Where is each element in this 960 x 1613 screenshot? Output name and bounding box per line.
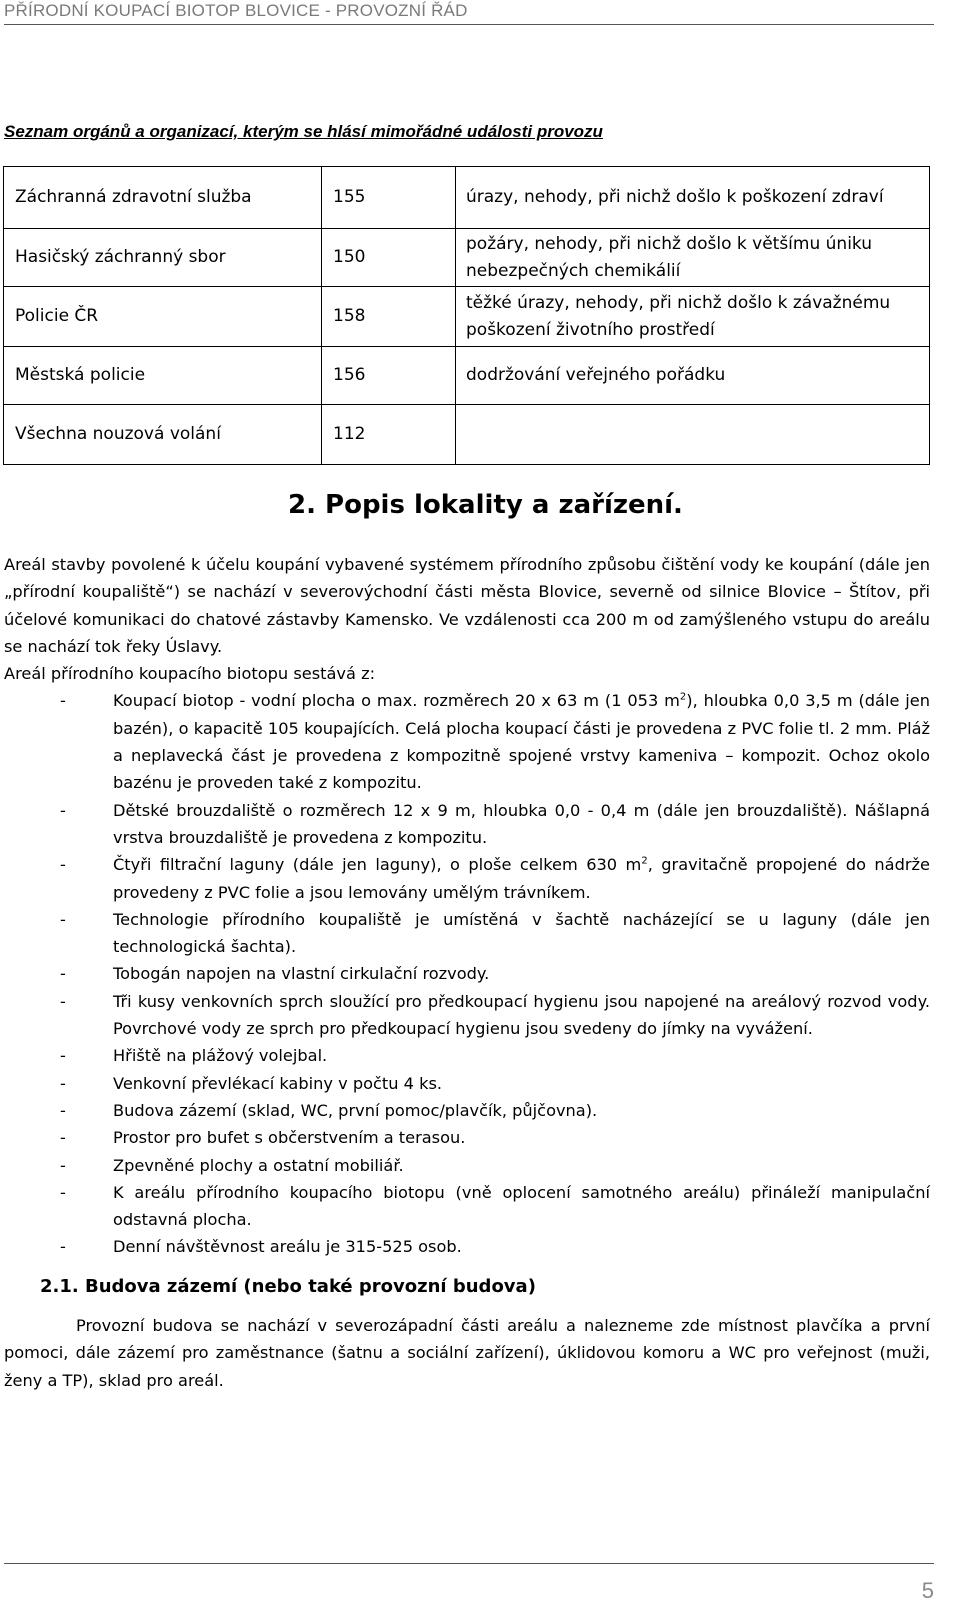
dash-marker: - bbox=[60, 800, 66, 820]
contacts-heading: Seznam orgánů a organizací, kterým se hlásí mimořádné události provozu bbox=[4, 122, 603, 141]
list-item: - Venkovní převlékací kabiny v počtu 4 ks. bbox=[4, 1070, 930, 1097]
emergency-contacts-table bbox=[3, 166, 930, 465]
list-item: - Tři kusy venkovních sprch sloužící pro předkoupací hygienu jsou napojené na areálový rozvod vody. Povrchové vody ze sprch pro předkoupací hygienu jsou svedeny do jímky na vyvážení. bbox=[4, 988, 930, 1043]
contact-reason: těžké úrazy, nehody, při nichž došlo k závažnému poškození životního prostředí bbox=[456, 287, 930, 347]
contact-name: Policie ČR bbox=[4, 287, 322, 347]
contact-reason: úrazy, nehody, při nichž došlo k poškození zdraví bbox=[456, 167, 930, 229]
facilities-list bbox=[4, 687, 930, 1260]
page-header bbox=[4, 0, 934, 25]
table-row bbox=[4, 167, 930, 229]
dash-marker: - bbox=[60, 1100, 66, 1120]
subsection-title: 2.1. Budova zázemí (nebo také provozní budova) bbox=[40, 1275, 536, 1297]
dash-marker: - bbox=[60, 1046, 66, 1066]
dash-marker: - bbox=[60, 855, 66, 875]
dash-marker: - bbox=[60, 691, 66, 711]
list-item: - K areálu přírodního koupacího biotopu (vně oplocení samotného areálu) přináleží manipulační odstavná plocha. bbox=[4, 1179, 930, 1234]
dash-marker: - bbox=[60, 1182, 66, 1202]
list-item: - Prostor pro bufet s občerstvením a terasou. bbox=[4, 1124, 930, 1151]
contact-number: 112 bbox=[322, 405, 456, 465]
page-footer bbox=[4, 1563, 934, 1610]
list-item: - Hřiště na plážový volejbal. bbox=[4, 1042, 930, 1069]
dash-marker: - bbox=[60, 1073, 66, 1093]
list-item: - Technologie přírodního koupaliště je umístěná v šachtě nacházející se u laguny (dále jen technologická šachta). bbox=[4, 906, 930, 961]
contact-reason: dodržování veřejného pořádku bbox=[456, 347, 930, 405]
list-item: - Tobogán napojen na vlastní cirkulační rozvody. bbox=[4, 960, 930, 987]
table-row bbox=[4, 347, 930, 405]
contact-number: 150 bbox=[322, 229, 456, 287]
table-row bbox=[4, 287, 930, 347]
section-title: 2. Popis lokality a zařízení. bbox=[288, 490, 683, 520]
contact-name: Všechna nouzová volání bbox=[4, 405, 322, 465]
dash-marker: - bbox=[60, 1128, 66, 1148]
contact-reason bbox=[456, 405, 930, 465]
list-item: - Koupací biotop - vodní plocha o max. rozměrech 20 x 63 m (1 053 $m^2$), hloubka 0,0 3,5 m (dále jen bazén), o kapacitě 105 koupajících. Celá plocha koupací části je provedena z PVC folie tl. 2 mm. Pláž a neplavecká část je provedena z kompozitně spojené vrstvy kameniva – kompozit. Ochoz okolo bazénu je proveden také z kompozitu. bbox=[4, 687, 930, 796]
dash-marker: - bbox=[60, 1237, 66, 1257]
dash-marker: - bbox=[60, 964, 66, 984]
page-number: 5 bbox=[921, 1578, 934, 1603]
contact-name: Městská policie bbox=[4, 347, 322, 405]
contact-name: Záchranná zdravotní služba bbox=[4, 167, 322, 229]
contact-number: 155 bbox=[322, 167, 456, 229]
intro-paragraph: Areál stavby povolené k účelu koupání vybavené systémem přírodního způsobu čištění vody ke koupání (dále jen „přírodní koupaliště“) se nachází v severovýchodní části města Blovice, severně od silnice Blovice – Štítov, při účelové komunikaci do chatové zástavby Kamensko. Ve vzdálenosti cca 200 m od zamýšleného vstupu do areálu se nachází tok řeky Úslavy. bbox=[4, 555, 930, 656]
dash-marker: - bbox=[60, 1155, 66, 1175]
contact-number: 156 bbox=[322, 347, 456, 405]
document-body bbox=[4, 551, 930, 1394]
list-item: - Zpevněné plochy a ostatní mobiliář. bbox=[4, 1152, 930, 1179]
list-item: - Budova zázemí (sklad, WC, první pomoc/plavčík, půjčovna). bbox=[4, 1097, 930, 1124]
table-row bbox=[4, 405, 930, 465]
list-item: - Dětské brouzdaliště o rozměrech 12 x 9 m, hloubka 0,0 - 0,4 m (dále jen brouzdaliště). Nášlapná vrstva brouzdaliště je provedena z kompozitu. bbox=[4, 797, 930, 852]
header-title: PŘÍRODNÍ KOUPACÍ BIOTOP BLOVICE - PROVOZNÍ ŘÁD bbox=[4, 1, 468, 20]
table-row bbox=[4, 229, 930, 287]
dash-marker: - bbox=[60, 909, 66, 929]
list-item: - Denní návštěvnost areálu je 315-525 osob. bbox=[4, 1233, 930, 1260]
list-item: - Čtyři filtrační laguny (dále jen laguny), o ploše celkem 630 $m^2$, gravitačně propojené do nádrže provedeny z PVC folie a jsou lemovány umělým trávníkem. bbox=[4, 851, 930, 906]
list-intro: Areál přírodního koupacího biotopu sestává z: bbox=[4, 664, 376, 684]
contact-reason: požáry, nehody, při nichž došlo k většímu úniku nebezpečných chemikálií bbox=[456, 229, 930, 287]
contact-number: 158 bbox=[322, 287, 456, 347]
dash-marker: - bbox=[60, 991, 66, 1011]
subsection-paragraph: Provozní budova se nachází v severozápadní části areálu a nalezneme zde místnost plavčíka a první pomoci, dále zázemí pro zaměstnance (šatnu a sociální zařízení), úklidovou komoru a WC pro veřejnost (muži, ženy a TP), sklad pro areál. bbox=[4, 1316, 930, 1390]
contact-name: Hasičský záchranný sbor bbox=[4, 229, 322, 287]
